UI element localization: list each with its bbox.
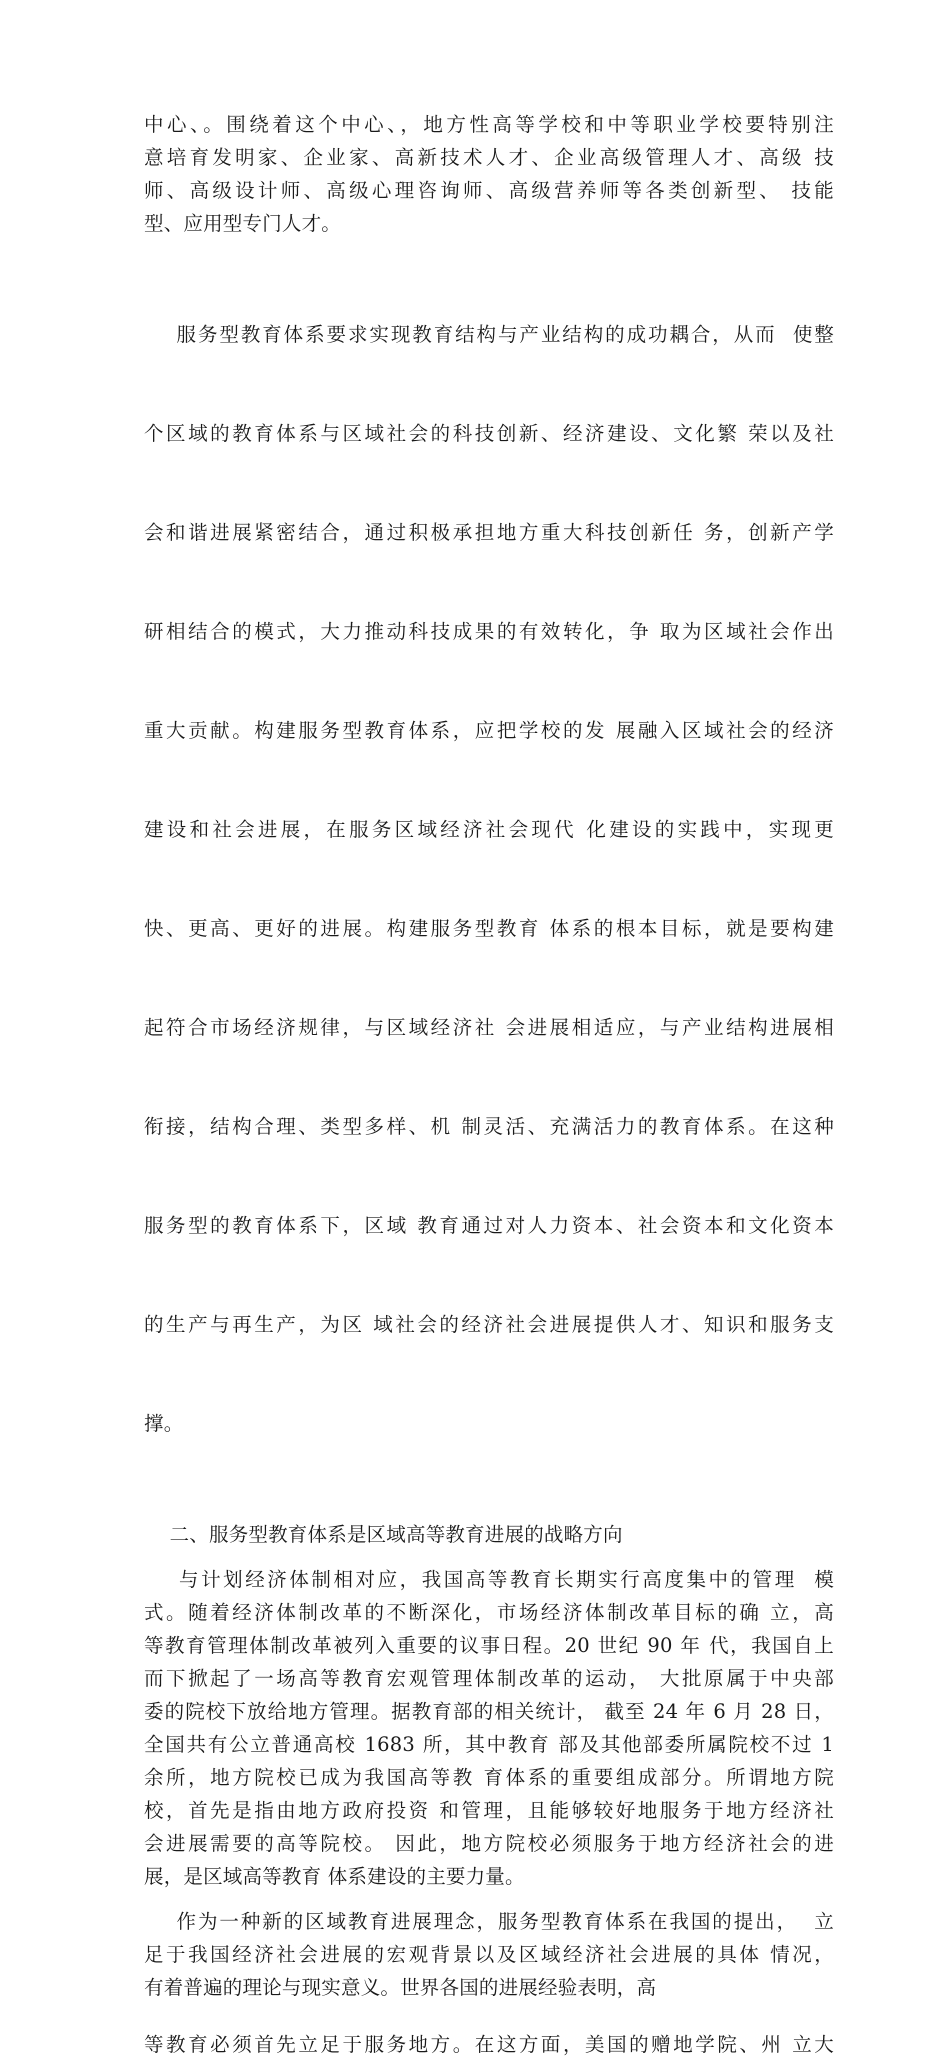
paragraph-1 (144, 108, 834, 240)
text-line: 等教育必须首先立足于服务地方。在这方面，美国的赠地学院、州 立大 (144, 2033, 834, 2056)
text-line: 有着普遍的理论与现实意义。世界各国的进展经验表明，高 (144, 1976, 657, 1999)
text-line: 全国共有公立普通高校 1683 所，其中教育 部及其他部委所属院校不过 1 (144, 1733, 834, 1756)
text-line: 的生产与再生产，为区 域社会的经济社会进展提供人才、知识和服务支 (144, 1313, 834, 1336)
text-line: 式。随着经济体制改革的不断深化，市场经济体制改革目标的确 立，高 (144, 1601, 834, 1624)
text-line: 型、应用型专门人才。 (144, 212, 342, 235)
text-line: 研相结合的模式，大力推动科技成果的有效转化，争 取为区域社会作出 (144, 620, 834, 643)
text-line: 个区域的教育体系与区域社会的科技创新、经济建设、文化繁 荣以及社 (144, 422, 834, 445)
text-line: 余所，地方院校已成为我国高等教 育体系的重要组成部分。所谓地方院 (144, 1766, 834, 1789)
text-line: 衔接，结构合理、类型多样、机 制灵活、充满活力的教育体系。在这种 (144, 1115, 834, 1138)
text-line: 等教育管理体制改革被列入重要的议事日程。20 世纪 90 年 代，我国自上 (144, 1634, 834, 1657)
text-line: 撑。 (144, 1412, 184, 1435)
text-line: 意培育发明家、企业家、高新技术人才、企业高级管理人才、高级 技 (144, 146, 834, 169)
text-line: 委的院校下放给地方管理。据教育部的相关统计， 截至 24 年 6 月 28 日， (144, 1700, 834, 1723)
text-line: 起符合市场经济规律，与区域经济社 会进展相适应，与产业结构进展相 (144, 1016, 834, 1039)
paragraph-2 (144, 252, 834, 1506)
text-line: 展，是区域高等教育 体系建设的主要力量。 (144, 1865, 525, 1888)
paragraph-6 (144, 2028, 834, 2061)
text-line: 而下掀起了一场高等教育宏观管理体制改革的运动， 大批原属于中央部 (144, 1667, 834, 1690)
text-line: 服务型教育体系要求实现教育结构与产业结构的成功耦合，从而 使整 (144, 323, 834, 346)
document-page (144, 108, 834, 2061)
text-line: 重大贡献。构建服务型教育体系，应把学校的发 展融入区域社会的经济 (144, 719, 834, 742)
text-line: 快、更高、更好的进展。构建服务型教育 体系的根本目标，就是要构建 (144, 917, 834, 940)
text-line: 中心、。围绕着这个中心、，地方性高等学校和中等职业学校要特别注 (144, 113, 834, 136)
text-line: 建设和社会进展，在服务区域经济社会现代 化建设的实践中，实现更 (144, 818, 834, 841)
text-line: 会进展需要的高等院校。 因此，地方院校必须服务于地方经济社会的进 (144, 1832, 834, 1855)
text-line: 师、高级设计师、高级心理咨询师、高级营养师等各类创新型、 技能 (144, 179, 834, 202)
text-line: 与计划经济体制相对应，我国高等教育长期实行高度集中的管理 模 (144, 1568, 834, 1591)
text-line: 会和谐进展紧密结合，通过积极承担地方重大科技创新任 务，创新产学 (144, 521, 834, 544)
text-line: 足于我国经济社会进展的宏观背景以及区域经济社会进展的具体 情况， (144, 1943, 834, 1966)
text-line: 校，首先是指由地方政府投资 和管理，且能够较好地服务于地方经济社 (144, 1799, 834, 1822)
text-line: 服务型的教育体系下，区域 教育通过对人力资本、社会资本和文化资本 (144, 1214, 834, 1237)
section-heading (144, 1518, 834, 1551)
text-line: 二、服务型教育体系是区域高等教育进展的战略方向 (144, 1523, 623, 1546)
text-line: 作为一种新的区域教育进展理念，服务型教育体系在我国的提出， 立 (144, 1910, 834, 1933)
paragraph-4 (144, 1563, 834, 1893)
paragraph-5 (144, 1905, 834, 2004)
